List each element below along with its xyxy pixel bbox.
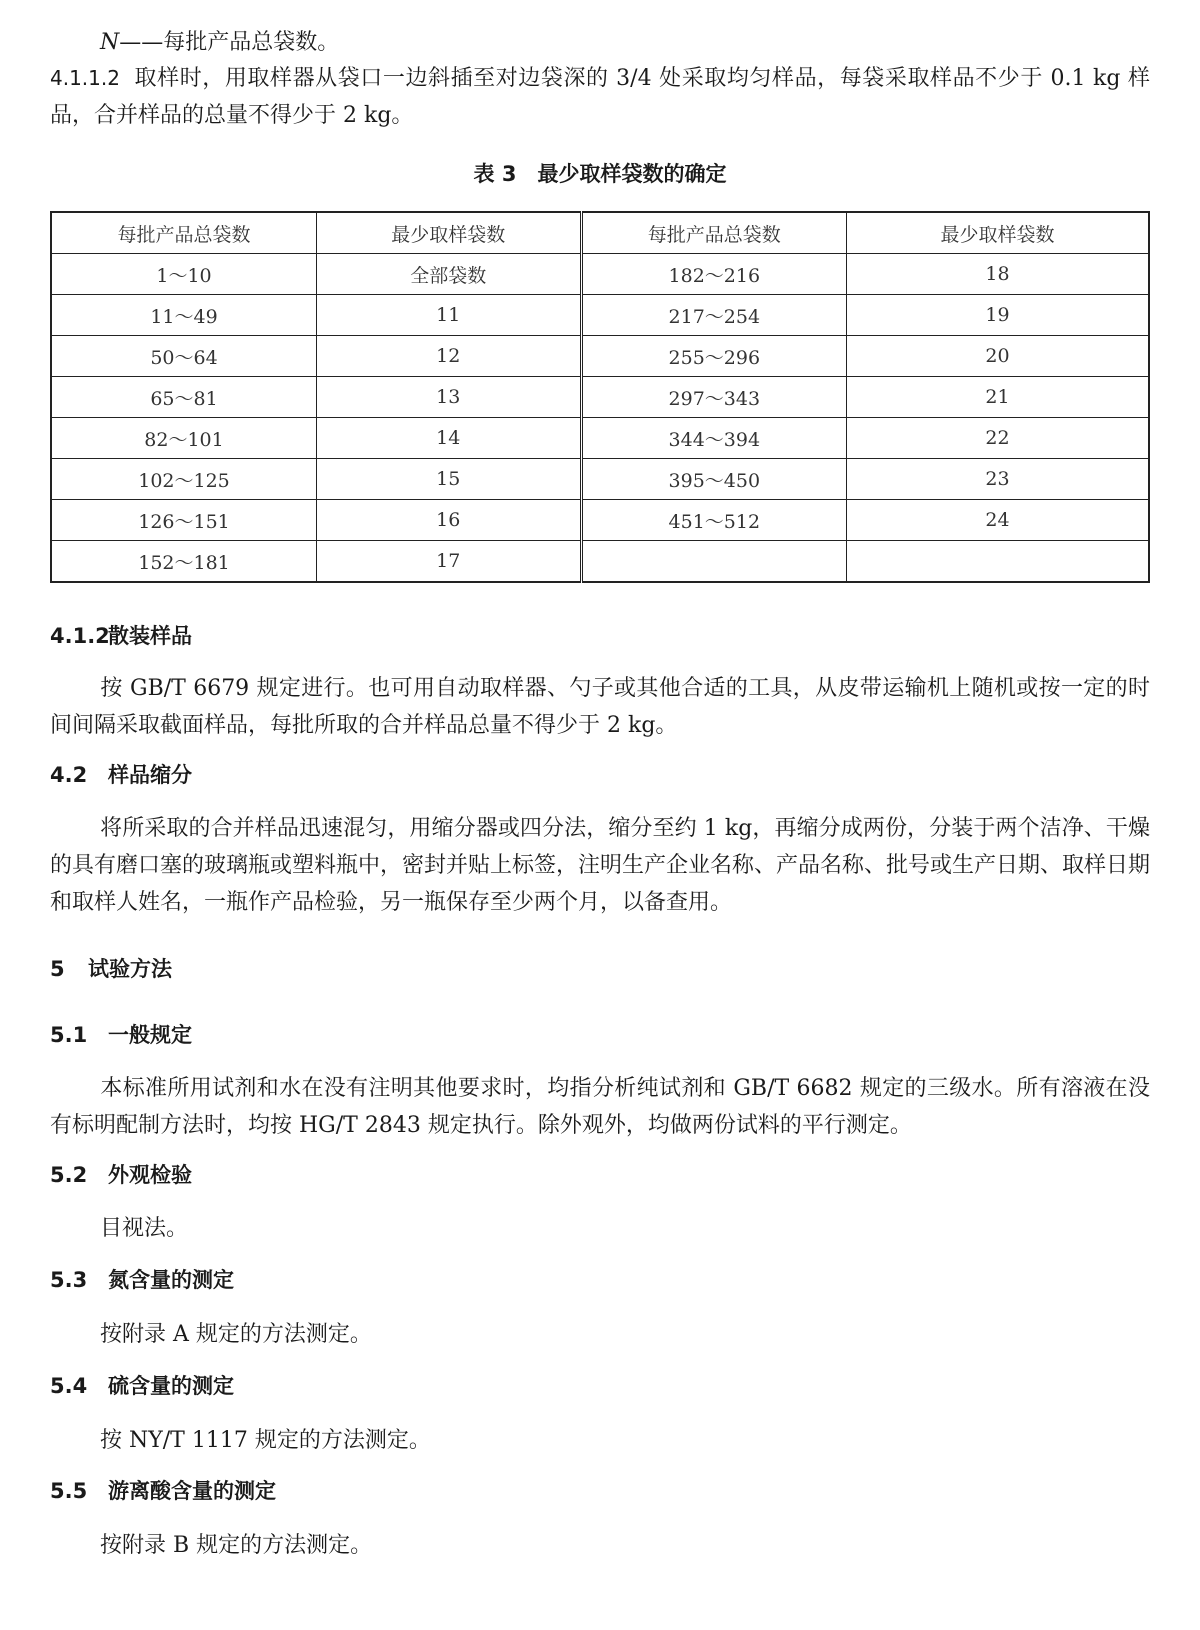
section-number: 5.2 — [50, 1163, 88, 1187]
table-cell: 344～394 — [581, 418, 847, 459]
table-cell: 15 — [317, 459, 582, 500]
table-cell: 11 — [317, 295, 582, 336]
section-title: 一般规定 — [108, 1023, 192, 1047]
table-cell: 102～125 — [51, 459, 317, 500]
table-cell: 65～81 — [51, 377, 317, 418]
table-cell — [847, 541, 1149, 583]
chapter-title: 试验方法 — [88, 957, 172, 981]
table-cell: 20 — [847, 336, 1149, 377]
section-title: 硫含量的测定 — [108, 1374, 234, 1398]
sampling-bags-table — [50, 211, 1150, 583]
paragraph-5-3 — [50, 1316, 1150, 1353]
table-row — [51, 377, 1149, 418]
paragraph-5-1 — [50, 1070, 1150, 1144]
table-cell: 11～49 — [51, 295, 317, 336]
table-row — [51, 459, 1149, 500]
variable-description: ——每批产品总袋数。 — [119, 30, 340, 55]
section-heading-4-1-2 — [50, 621, 192, 651]
chapter-number: 5 — [50, 957, 65, 981]
section-title: 散装样品 — [108, 624, 192, 648]
section-title: 游离酸含量的测定 — [108, 1479, 276, 1503]
table-cell: 152～181 — [51, 541, 317, 583]
paragraph-text: 目视法。 — [100, 1216, 189, 1241]
header-min-sample-bags: 最少取样袋数 — [317, 212, 582, 254]
header-total-bags: 每批产品总袋数 — [581, 212, 847, 254]
table-cell: 13 — [317, 377, 582, 418]
table-cell: 297～343 — [581, 377, 847, 418]
formula-variable-definition — [100, 28, 339, 58]
table-cell: 全部袋数 — [317, 254, 582, 295]
paragraph-5-4 — [50, 1422, 1150, 1459]
table-cell: 395～450 — [581, 459, 847, 500]
section-number: 4.2 — [50, 763, 88, 787]
table-row — [51, 541, 1149, 583]
paragraph-text: 按 NY/T 1117 规定的方法测定。 — [100, 1428, 431, 1453]
table-cell: 23 — [847, 459, 1149, 500]
table-caption: 表 3 最少取样袋数的确定 — [473, 162, 727, 186]
section-number: 5.3 — [50, 1268, 88, 1292]
paragraph-5-5 — [50, 1527, 1150, 1564]
section-heading-5-1 — [50, 1020, 192, 1050]
table-cell: 19 — [847, 295, 1149, 336]
section-title: 氮含量的测定 — [108, 1268, 234, 1292]
section-heading-4-2 — [50, 760, 192, 790]
table-cell: 82～101 — [51, 418, 317, 459]
section-heading-5-5 — [50, 1476, 276, 1506]
table-cell: 21 — [847, 377, 1149, 418]
table-cell: 255～296 — [581, 336, 847, 377]
table-cell: 17 — [317, 541, 582, 583]
paragraph-text: 将所采取的合并样品迅速混匀，用缩分器或四分法，缩分至约 1 kg，再缩分成两份，分装于两个洁净、干燥的具有磨口塞的玻璃瓶或塑料瓶中，密封并贴上标签，注明生产企业名称、产品名称、批号或生产日期、取样日期和取样人姓名，一瓶作产品检验，另一瓶保存至少两个月，以备查用。 — [50, 816, 1151, 915]
clause-4-1-1-2 — [50, 60, 1150, 134]
paragraph-5-2 — [50, 1210, 1150, 1247]
table-cell: 126～151 — [51, 500, 317, 541]
paragraph-4-2 — [50, 810, 1150, 921]
paragraph-4-1-2 — [50, 670, 1150, 744]
paragraph-text: 本标准所用试剂和水在没有注明其他要求时，均指分析纯试剂和 GB/T 6682 规定的三级水。所有溶液在没有标明配制方法时，均按 HG/T 2843 规定执行。除外观外，均做两份试料的平行测定。 — [50, 1076, 1150, 1138]
table-cell: 22 — [847, 418, 1149, 459]
paragraph-text: 按附录 A 规定的方法测定。 — [100, 1322, 372, 1347]
section-title: 样品缩分 — [108, 763, 192, 787]
table-cell: 12 — [317, 336, 582, 377]
section-heading-5-3 — [50, 1265, 234, 1295]
section-number: 4.1.2 — [50, 624, 110, 648]
table-cell: 24 — [847, 500, 1149, 541]
clause-text: 取样时，用取样器从袋口一边斜插至对边袋深的 3/4 处采取均匀样品，每袋采取样品不少于 0.1 kg 样品，合并样品的总量不得少于 2 kg。 — [50, 66, 1150, 128]
table-cell: 50～64 — [51, 336, 317, 377]
section-number: 5.5 — [50, 1479, 88, 1503]
table-cell: 451～512 — [581, 500, 847, 541]
table-row — [51, 254, 1149, 295]
table-cell — [581, 541, 847, 583]
table-row — [51, 418, 1149, 459]
paragraph-text: 按附录 B 规定的方法测定。 — [100, 1533, 373, 1558]
header-total-bags: 每批产品总袋数 — [51, 212, 317, 254]
table-header-row — [51, 212, 1149, 254]
table-row — [51, 336, 1149, 377]
table-row — [51, 295, 1149, 336]
table-row — [51, 500, 1149, 541]
paragraph-text: 按 GB/T 6679 规定进行。也可用自动取样器、勺子或其他合适的工具，从皮带运输机上随机或按一定的时间间隔采取截面样品，每批所取的合并样品总量不得少于 2 kg。 — [50, 676, 1150, 738]
variable-symbol: N — [100, 30, 120, 55]
table-cell: 18 — [847, 254, 1149, 295]
table-cell: 1～10 — [51, 254, 317, 295]
section-heading-5-4 — [50, 1371, 234, 1401]
clause-number: 4.1.1.2 — [50, 66, 120, 90]
table-cell: 182～216 — [581, 254, 847, 295]
table-cell: 14 — [317, 418, 582, 459]
section-number: 5.4 — [50, 1374, 88, 1398]
section-heading-5-2 — [50, 1160, 192, 1190]
table-cell: 16 — [317, 500, 582, 541]
header-min-sample-bags: 最少取样袋数 — [847, 212, 1149, 254]
table-cell: 217～254 — [581, 295, 847, 336]
section-number: 5.1 — [50, 1023, 88, 1047]
chapter-heading-5 — [50, 954, 172, 984]
section-title: 外观检验 — [108, 1163, 192, 1187]
